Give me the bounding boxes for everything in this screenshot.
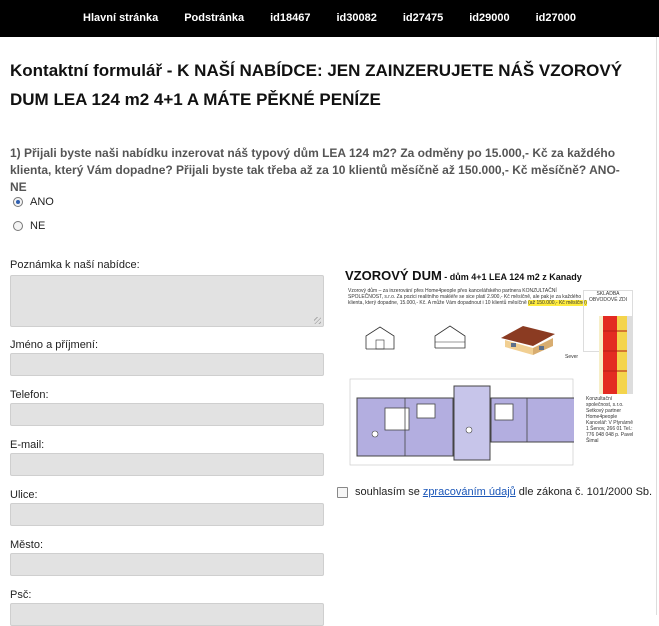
section-sketch-icon — [433, 322, 467, 352]
note-textarea[interactable] — [10, 275, 324, 327]
north-label: Sever — [565, 354, 579, 360]
resize-handle-icon[interactable] — [314, 317, 321, 324]
consent-prefix: souhlasím se — [355, 486, 420, 498]
consent-suffix: dle zákona č. 101/2000 Sb. — [518, 486, 653, 498]
nav-link-id29000[interactable]: id29000 — [469, 12, 510, 24]
radio-ano-button[interactable] — [13, 197, 23, 207]
wall-composition-label: SKLADBA OBVODOVÉ ZDI — [583, 290, 633, 352]
radio-ne-label: NE — [30, 220, 46, 232]
phone-input[interactable] — [10, 403, 324, 426]
name-label: Jméno a příjmení: — [10, 339, 99, 351]
radio-option-ne[interactable] — [13, 220, 45, 232]
page-edge-divider — [656, 37, 657, 615]
house-render-image — [499, 322, 557, 356]
consent-checkbox[interactable] — [337, 487, 348, 498]
nav-link-id30082[interactable]: id30082 — [336, 12, 377, 24]
nav-link-id27475[interactable]: id27475 — [402, 12, 444, 24]
ad-title: VZOROVÝ DUM - dům 4+1 LEA 124 m2 z Kanady — [345, 268, 582, 283]
top-navigation — [0, 0, 659, 37]
radio-ano-label: ANO — [30, 196, 54, 208]
zip-label: Psč: — [10, 589, 32, 601]
question-text: 1) Přijali byste naši nabídku inzerovat náš typový dům LEA 124 m2? Za odměny po 15.000,- Kč za každého klienta, který Vám dopadne? Přijali byste tak třeba až za 10 klientů měsíčně až 150.000,- Kč měsíčně? ANO-NE — [10, 146, 620, 194]
phone-label: Telefon: — [10, 389, 49, 401]
model-house-advertisement — [341, 266, 641, 470]
name-input[interactable] — [10, 353, 324, 376]
city-input[interactable] — [10, 553, 324, 576]
nav-link-id27000[interactable]: id27000 — [535, 12, 576, 24]
elevation-sketch-icon — [363, 322, 397, 352]
page-title: Kontaktní formulář - K NAŠÍ NABÍDCE: JEN ZAINZERUJETE NÁŠ VZOROVÝ DUM LEA 124 m2 4+1 A MÁTE PĚKNÉ PENÍZE — [10, 61, 623, 109]
note-label: Poznámka k naší nabídce: — [10, 259, 140, 271]
ad-description: Vzorový dům – za inzerování přes Home4people přes kancelářského partnera KONZULTAČNÍ SPOLEČNOST, s.r.o. Za pozici realitního makléře se sice platí 2.900,- Kč měsíčně, ale pak je za každého klienta, který dopadne, 15.000,- Kč. A může Vám dopadnout i 10 klientů měsíčně (až 150.000,- Kč měsíčně) — [348, 288, 587, 306]
data-processing-link[interactable]: zpracováním údajů — [422, 486, 516, 498]
street-input[interactable] — [10, 503, 324, 526]
email-input[interactable] — [10, 453, 324, 476]
consent-row — [337, 486, 652, 498]
city-label: Město: — [10, 539, 44, 551]
nav-link-id18467[interactable]: id18467 — [270, 12, 311, 24]
radio-option-ano[interactable] — [13, 196, 54, 208]
wall-section-image — [599, 316, 635, 394]
nav-link-subpage[interactable]: Podstránka — [184, 12, 245, 24]
street-label: Ulice: — [10, 489, 38, 501]
floor-plan-image — [349, 378, 574, 466]
ad-company-info: Konzultační společnost, s.r.o. Setkový partner Home4people Kancelář: V Plynárně 1 Šenov, 266 01 Tel.: 776 048 048 p. Pavel Šimal — [586, 396, 634, 444]
email-label: E-mail: — [10, 439, 45, 451]
nav-link-home[interactable]: Hlavní stránka — [83, 12, 159, 24]
radio-ne-button[interactable] — [13, 221, 23, 231]
